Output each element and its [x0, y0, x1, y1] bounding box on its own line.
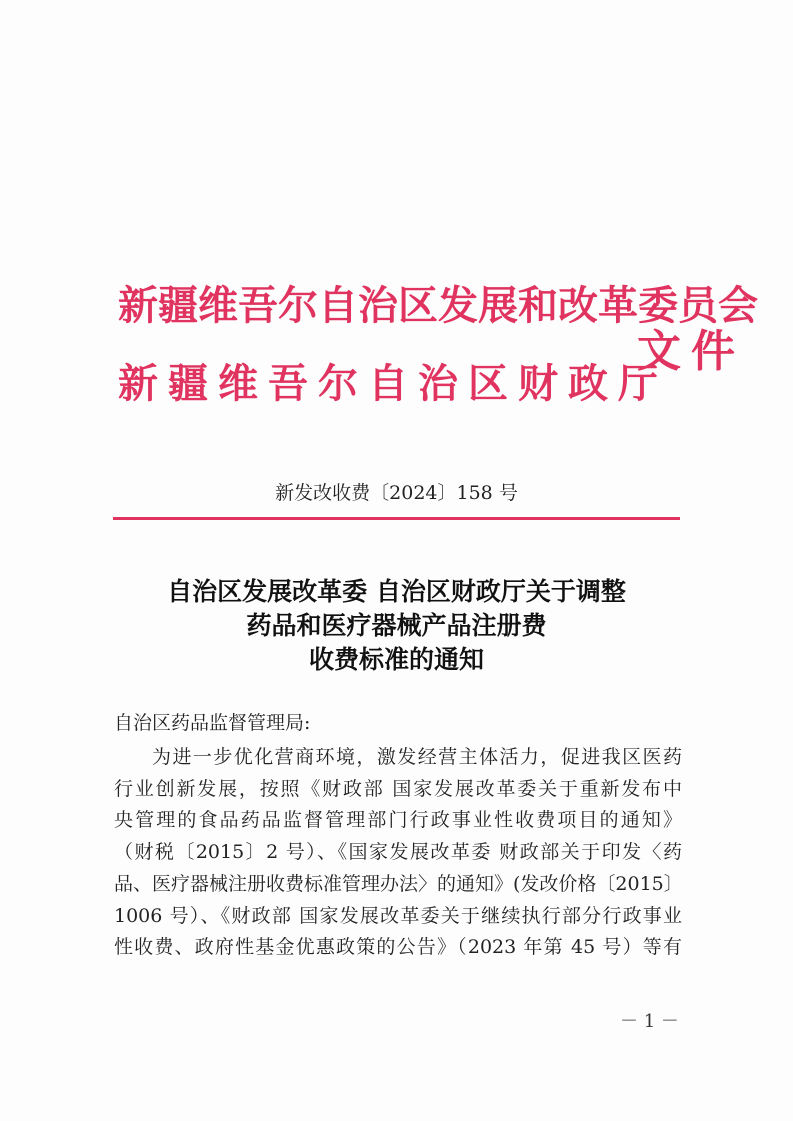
body-line: （财税〔2015〕2 号）、《国家发展改革委 财政部关于印发〈药 — [114, 841, 682, 864]
document-number: 新发改收费〔2024〕158 号 — [275, 482, 518, 504]
body-line: 央管理的食品药品监督管理部门行政事业性收费项目的通知》 — [114, 809, 682, 832]
salutation: 自治区药品监督管理局: — [114, 712, 311, 734]
issuer-line-1: 新疆维吾尔自治区发展和改革委员会 — [118, 282, 758, 329]
body-line: 性收费、政府性基金优惠政策的公告》（2023 年第 45 号）等有 — [114, 936, 682, 959]
body-line: 为进一步优化营商环境，激发经营主体活力，促进我区医药 — [152, 746, 682, 768]
title-line-1: 自治区发展改革委 自治区财政厅关于调整 — [167, 577, 626, 606]
body-line: 品、医疗器械注册收费标准管理办法〉的通知》(发改价格〔2015〕 — [114, 872, 683, 895]
issuer-line-2: 新疆维吾尔自治区财政厅 — [118, 360, 668, 407]
body-line: 行业创新发展，按照《财政部 国家发展改革委关于重新发布中 — [114, 777, 682, 800]
page-number: － 1 － — [620, 1011, 679, 1032]
red-separator-line — [113, 517, 680, 520]
document-title — [0, 575, 793, 677]
body-line: 1006 号）、《财政部 国家发展改革委关于继续执行部分行政事业 — [114, 904, 682, 927]
body-paragraph — [114, 742, 682, 964]
title-line-3: 收费标准的通知 — [308, 645, 484, 674]
document-type-label: 文件 — [637, 326, 745, 377]
title-line-2: 药品和医疗器械产品注册费 — [246, 611, 547, 640]
